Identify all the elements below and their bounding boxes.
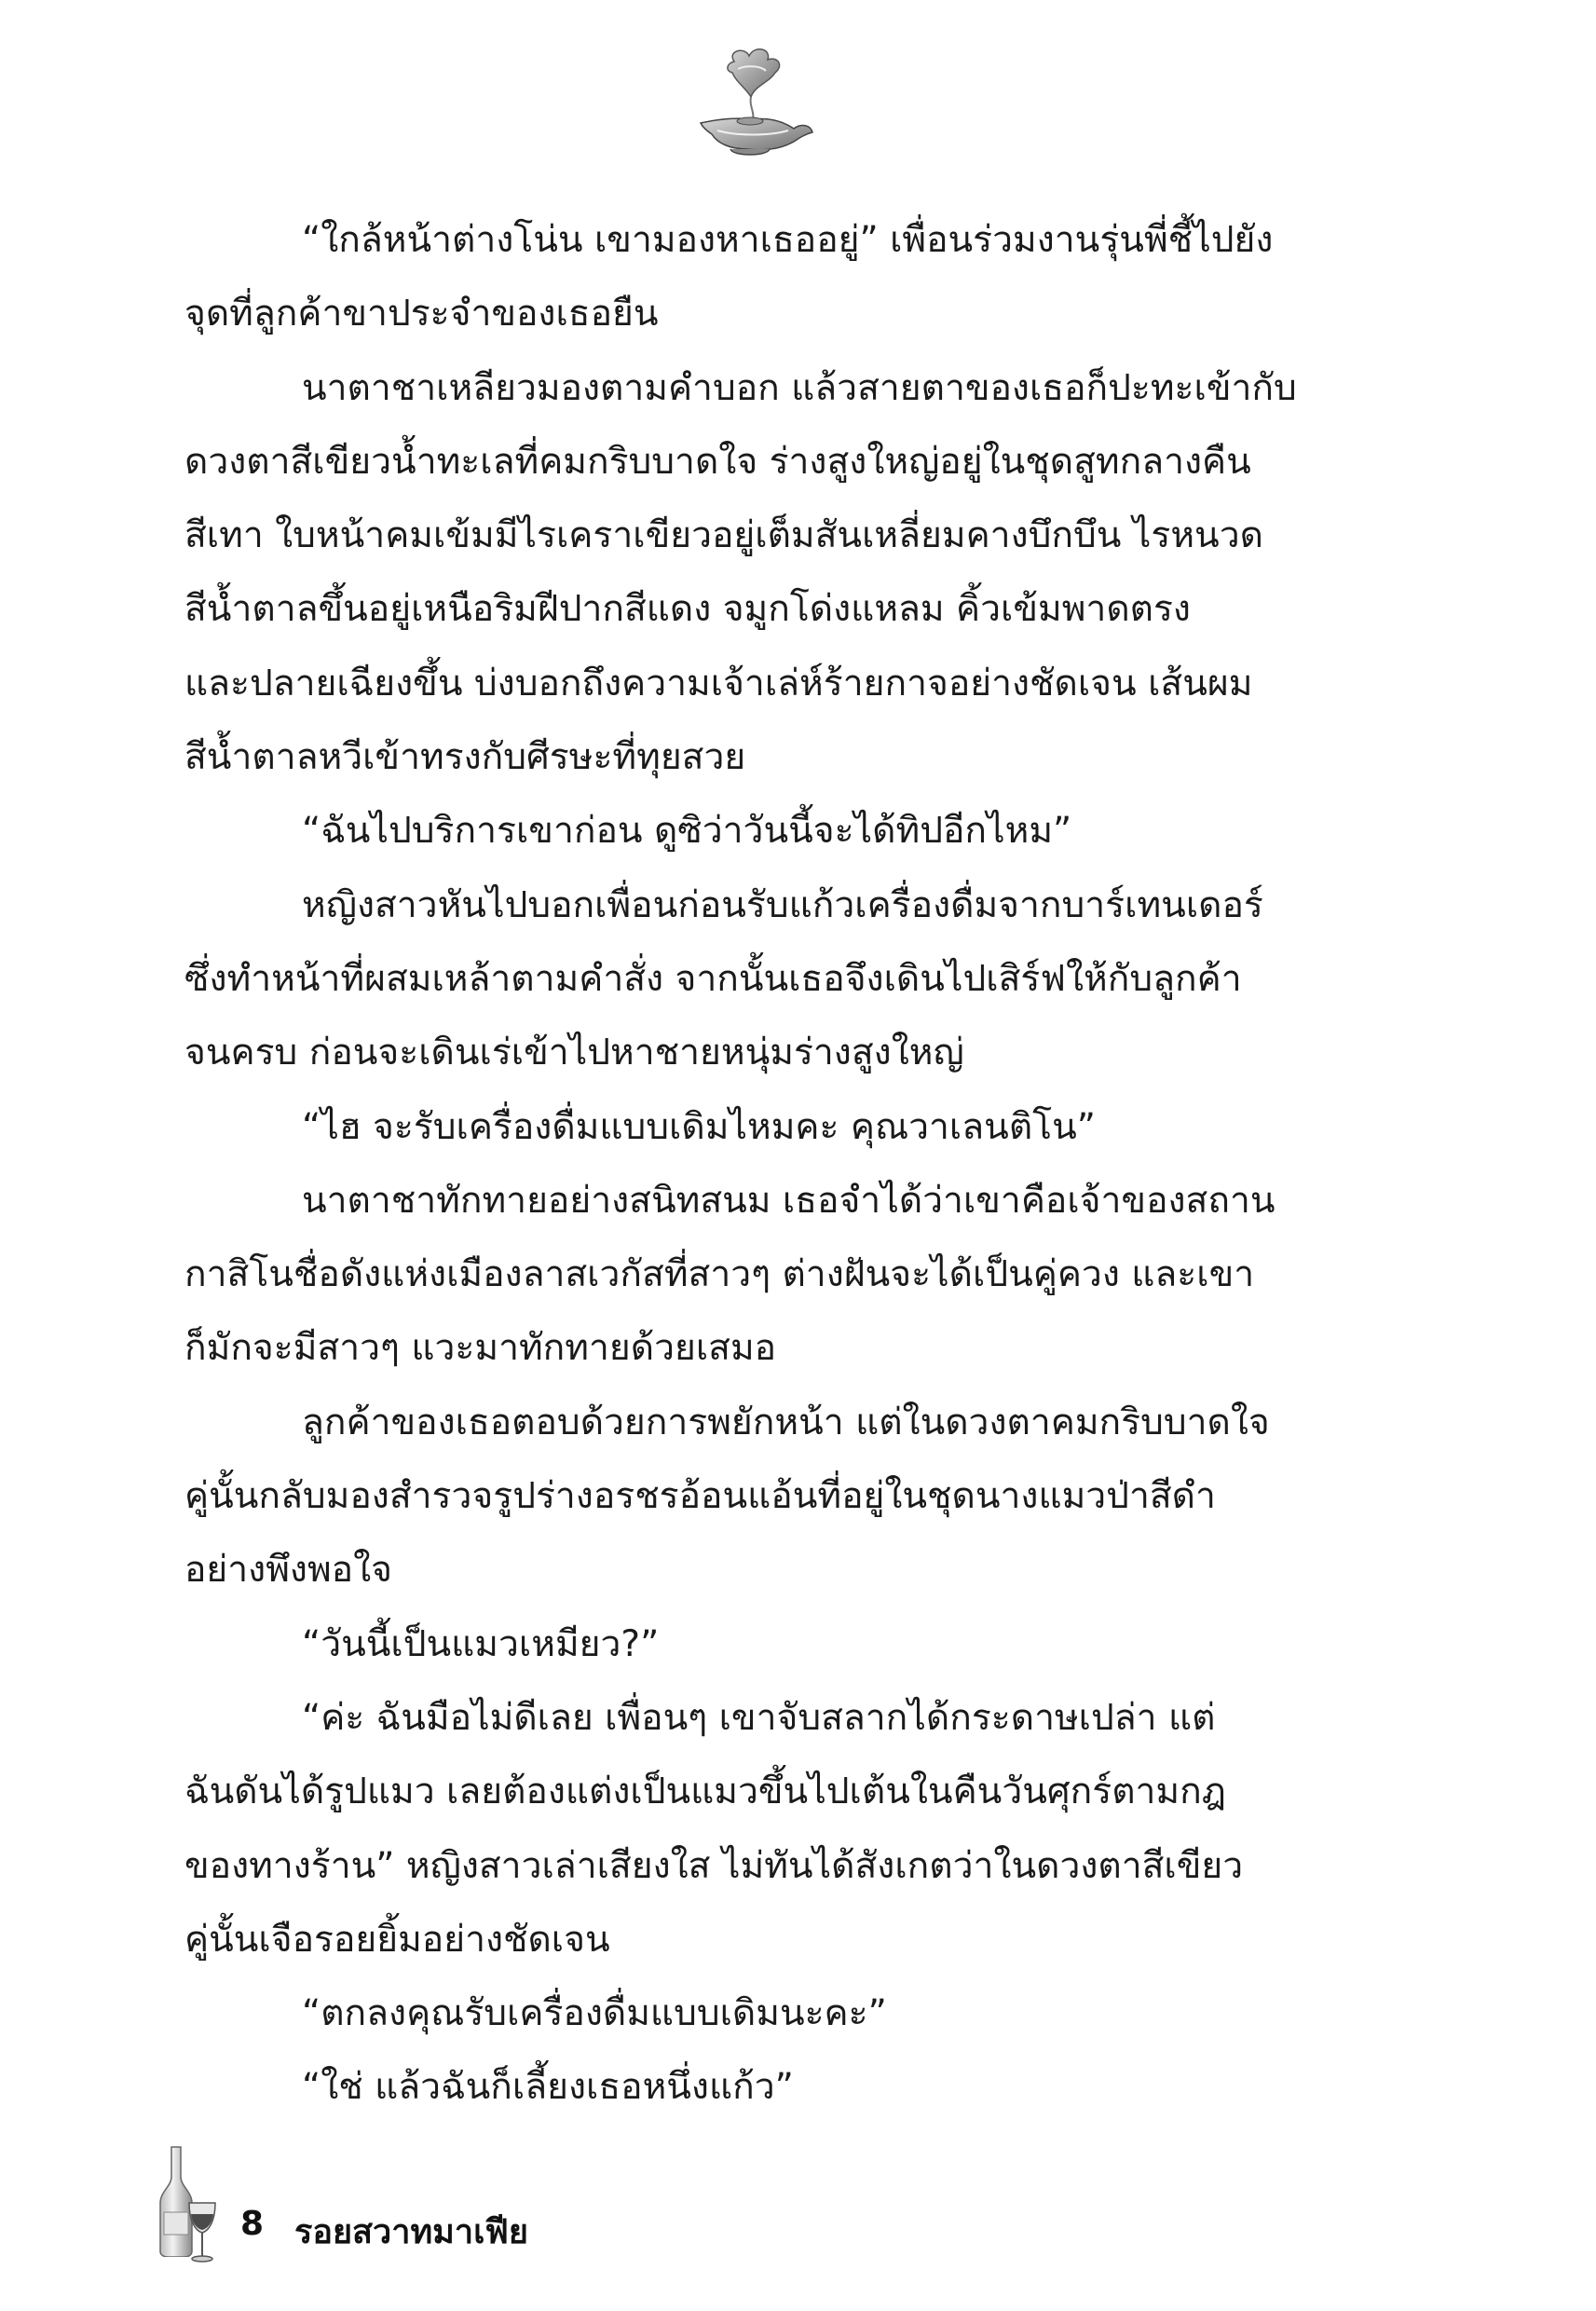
paragraph: “ค่ะ ฉันมือไม่ดีเลย เพื่อนๆ เขาจับสลากได้กระดาษเปล่า แต่ ฉันดันได้รูปแมว เลยต้องแต่งเป็นแมวขึ้นไปเต้นในคืนวันศุกร์ตามกฎ ของทางร้าน” หญิงสาวเล่าเสียงใส ไม่ทันได้สังเกตว่าในดวงตาสีเขียว คู่นั้นเจือรอยยิ้มอย่างชัดเจน (184, 1696, 1244, 1961)
paragraph: “ตกลงคุณรับเครื่องดื่มแบบเดิมนะคะ” (302, 1992, 887, 2035)
paragraph: หญิงสาวหันไปบอกเพื่อนก่อนรับแก้วเครื่องดื่มจากบาร์เทนเดอร์ ซึ่งทำหน้าที่ผสมเหล้าตามคำสั่ง จากนั้นเธอจึงเดินไปเสิร์ฟให้กับลูกค้า จนครบ ก่อนจะเดินเร่เข้าไปหาชายหนุ่มร่างสูงใหญ่ (184, 883, 1263, 1074)
wine-glass-icon (186, 2199, 218, 2264)
book-title: รอยสวาทมาเฟีย (294, 2213, 529, 2251)
paragraph: นาตาชาทักทายอย่างสนิทสนม เธอจำได้ว่าเขาคือเจ้าของสถาน กาสิโนชื่อดังแห่งเมืองลาสเวกัสที่สาวๆ ต่างฝันจะได้เป็นคู่ควง และเขา ก็มักจะมีสาวๆ แวะมาทักทายด้วยเสมอ (184, 1179, 1275, 1370)
paragraph: “ไฮ จะรับเครื่องดื่มแบบเดิมไหมคะ คุณวาเลนติโน” (302, 1105, 1096, 1148)
paragraph: “ใกล้หน้าต่างโน่น เขามองหาเธออยู่” เพื่อนร่วมงานรุ่นพี่ชี้ไปยัง จุดที่ลูกค้าขาประจำของเธอยืน (184, 219, 1274, 335)
paragraph: นาตาชาเหลียวมองตามคำบอก แล้วสายตาของเธอก็ปะทะเข้ากับ ดวงตาสีเขียวน้ำทะเลที่คมกริบบาดใจ ร่างสูงใหญ่อยู่ในชุดสูทกลางคืน สีเทา ใบหน้าคมเข้มมีไรเคราเขียวอยู่เต็มสันเหลี่ยมคางบึกบึน ไรหนวด สีน้ำตาลขึ้นอยู่เหนือริมฝีปากสีแดง จมูกโด่งแหลม คิ้วเข้มพาดตรง และปลายเฉียงขึ้น บ่งบอกถึงความเจ้าเล่ห์ร้ายกาจอย่างชัดเจน เส้นผม สีน้ำตาลหวีเข้าทรงกับศีรษะที่ทุยสวย (184, 366, 1297, 779)
page-footer (0, 2134, 1596, 2274)
genie-lamp-icon (680, 45, 820, 166)
paragraph: “ใช่ แล้วฉันก็เลี้ยงเธอหนึ่งแก้ว” (302, 2066, 794, 2109)
paragraph: “ฉันไปบริการเขาก่อน ดูซิว่าวันนี้จะได้ทิปอีกไหม” (302, 810, 1072, 853)
page-number: 8 (240, 2205, 265, 2243)
body-text (184, 203, 1312, 2125)
paragraph: “วันนี้เป็นแมวเหมียว?” (302, 1622, 660, 1665)
paragraph: ลูกค้าของเธอตอบด้วยการพยักหน้า แต่ในดวงตาคมกริบบาดใจ คู่นั้นกลับมองสำรวจรูปร่างอรชรอ้อนแอ้นที่อยู่ในชุดนางแมวป่าสีดำ อย่างพึงพอใจ (184, 1401, 1270, 1592)
